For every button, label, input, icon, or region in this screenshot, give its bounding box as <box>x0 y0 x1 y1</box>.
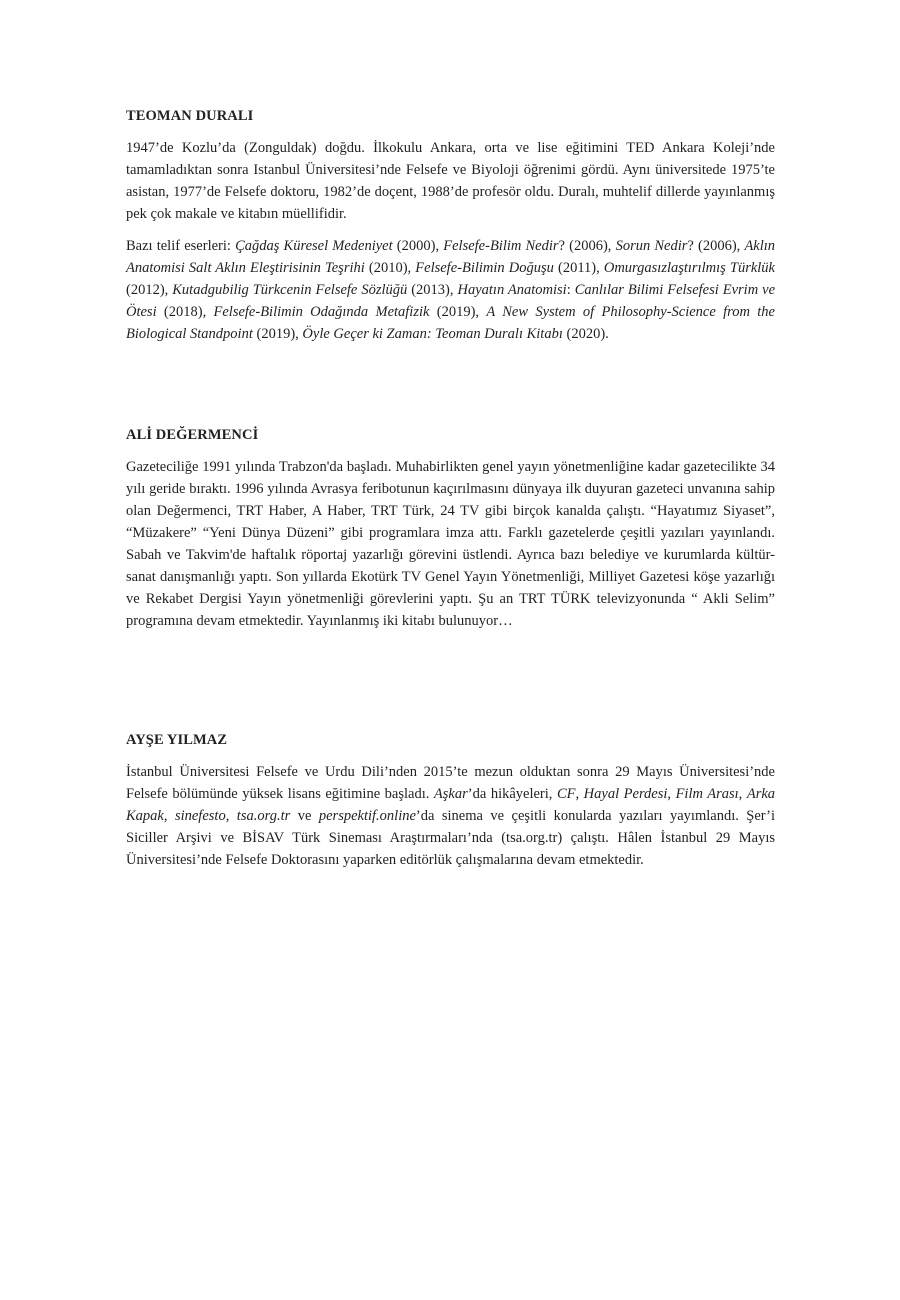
work-title: Felsefe-Bilimin Odağında Metafizik <box>213 304 430 320</box>
work-title: A New System of Philosophy-Science from the Biological Standpoint <box>126 304 775 342</box>
bio-heading: TEOMAN DURALI <box>126 108 254 124</box>
text-segment: ve <box>290 808 319 824</box>
text-segment: ’da hikâyeleri, <box>467 786 557 802</box>
work-title: Felsefe-Bilimin Doğuşu <box>415 260 554 276</box>
publication-title: Film Arası <box>675 786 739 802</box>
publication-title: sinefesto <box>174 808 226 824</box>
text-segment: , <box>667 786 676 802</box>
publication-title: tsa.org.tr <box>236 808 291 824</box>
publication-title: perspektif.online <box>318 808 416 824</box>
work-year: (2019), <box>252 326 303 342</box>
bio-heading: AYŞE YILMAZ <box>126 732 228 748</box>
publication-title: CF <box>556 786 576 802</box>
text-segment: ’da sinema ve çeşitli konularda yazıları yayımlandı. Şer’i Siciller Arşivi ve BİSAV Türk Sineması Araştırmaları’nda (tsa.org.tr) çalıştı. Hâlen İstanbul 29 Mayıs Üniversitesi’nde Felsefe Doktorasını yaparken editörlük çalışmalarına devam etmektedir. <box>126 808 776 868</box>
publication-title: Arka Kapak <box>126 786 776 824</box>
work-year: (2020). <box>562 326 609 342</box>
bio-paragraph <box>126 761 775 871</box>
bio-ali-degermenci <box>126 427 775 642</box>
publication-title: Aşkar <box>433 786 468 802</box>
work-title: Omurgasızlaştırılmış Türklük <box>603 260 775 276</box>
bio-paragraph: 1947’de Kozlu’da (Zonguldak) doğdu. İlkokulu Ankara, orta ve lise eğitimini TED Ankara Koleji’nde tamamladıktan sonra Istanbul Üniversitesi’nde Felsefe ve Biyoloji öğrenimi gördü. Aynı üniversitede 1975’te asistan, 1977’de Felsefe doktoru, 1982’de doçent, 1988’de profesör oldu. Duralı, muhtelif dillerde yayınlanmış pek çok makale ve kitabın müellifidir. <box>126 140 775 222</box>
text-segment: , <box>225 808 237 824</box>
work-title: Sorun Nedir <box>615 238 688 254</box>
work-year: ? (2006), <box>687 238 745 254</box>
work-year: (2012), <box>126 282 173 298</box>
work-title: Canlılar Bilimi Felsefesi Evrim ve Ötesi <box>126 282 776 320</box>
bio-teoman-durali <box>126 108 775 355</box>
bio-heading: ALİ DEĞERMENCİ <box>126 427 259 443</box>
text-segment: , <box>575 786 584 802</box>
text-segment: , <box>163 808 175 824</box>
works-intro: Bazı telif eserleri: <box>126 238 236 254</box>
work-title: Öyle Geçer ki Zaman: Teoman Duralı Kitabı <box>302 326 563 342</box>
text-segment: İstanbul Üniversitesi Felsefe ve Urdu Dili’nden 2015’te mezun olduktan sonra 29 Mayıs Üniversitesi’nde Felsefe bölümünde yüksek lisans eğitimine başladı. <box>126 764 775 802</box>
bio-paragraph: Gazeteciliğe 1991 yılında Trabzon'da başladı. Muhabirlikten genel yayın yönetmenliğine kadar gazetecilikte 34 yılı geride bıraktı. 1996 yılında Avrasya feribotunun kaçırılmasını dünyaya ilk duyuran gazeteci unvanına sahip olan Değermenci, TRT Haber, A Haber, TRT Türk, 24 TV gibi birçok kanalda çalıştı. “Hayatımız Siyaset”, “Müzakere” “Yeni Dünya Düzeni” gibi programlara imza attı. Farklı gazetelerde çeşitli yazıları yayınlandı. Sabah ve Takvim'de haftalık röportaj yazarlığı görevini üstlendi. Ayrıca bazı belediye ve kurumlarda kültür-sanat danışmanlığı yaptı. Son yıllarda Ekotürk TV Genel Yayın Yönetmenliği, Milliyet Gazetesi köşe yazarlığı ve Rekabet Dergisi Yayın yönetmenliği görevlerini yaptı. Şu an TRT TÜRK televizyonunda “ Akli Selim” programına devam etmektedir. Yayınlanmış iki kitabı bulunuyor… <box>126 459 775 629</box>
work-year: (2013), <box>407 282 458 298</box>
work-title: Aklın Anatomisi Salt Aklın Eleştirisinin Teşrihi <box>126 238 776 276</box>
work-year: (2010), <box>364 260 416 276</box>
work-year: (2018), <box>156 304 214 320</box>
work-title: Hayatın Anatomisi <box>457 282 567 298</box>
works-paragraph <box>126 235 775 345</box>
work-year: (2019), <box>429 304 487 320</box>
publication-title: Hayal Perdesi <box>583 786 668 802</box>
work-year: (2000), <box>392 238 444 254</box>
text-segment: , <box>738 786 747 802</box>
work-title: Felsefe-Bilim Nedir <box>443 238 559 254</box>
work-year: ? (2006), <box>558 238 616 254</box>
work-title: Çağdaş Küresel Medeniyet <box>235 238 393 254</box>
work-title: Kutadgubilig Türkcenin Felsefe Sözlüğü <box>172 282 408 298</box>
work-year: : <box>566 282 575 298</box>
bio-ayse-yilmaz <box>126 732 775 881</box>
work-year: (2011), <box>553 260 604 276</box>
